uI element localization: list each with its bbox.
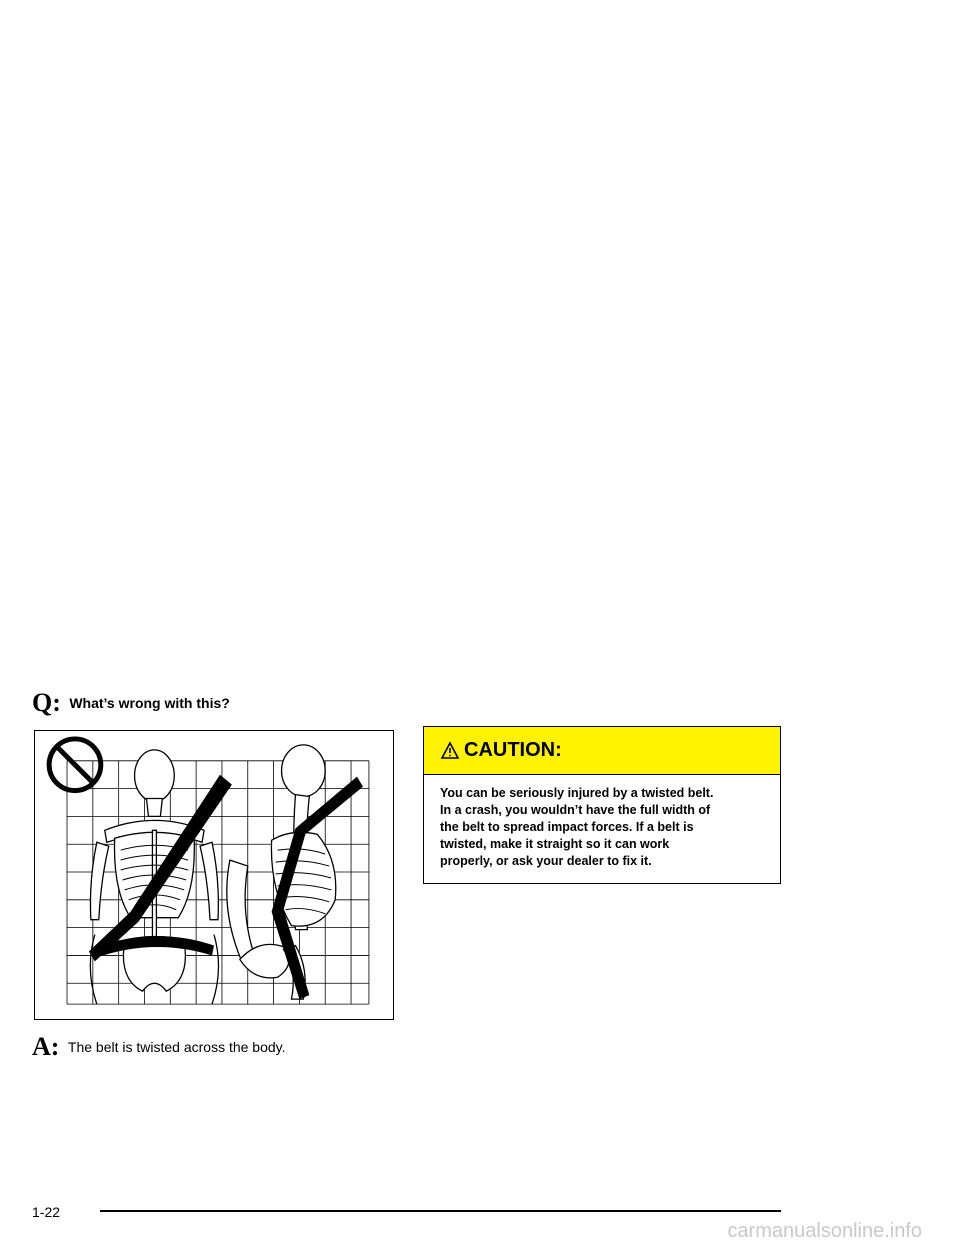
answer-line	[32, 1032, 286, 1062]
side-skeleton	[227, 745, 336, 999]
answer-label: A:	[32, 1032, 60, 1061]
question-label: Q:	[32, 688, 61, 717]
caution-body	[424, 775, 780, 870]
caution-line: In a crash, you wouldn’t have the full width of	[440, 803, 711, 817]
caution-header	[424, 727, 780, 775]
caution-line: You can be seriously injured by a twisted belt.	[440, 786, 714, 800]
caution-line: properly, or ask your dealer to fix it.	[440, 854, 652, 868]
question-text: What’s wrong with this?	[69, 695, 230, 711]
twisted-belt-illustration	[34, 730, 394, 1020]
page-number: 1-22	[32, 1204, 61, 1220]
caution-line: the belt to spread impact forces. If a belt is	[440, 820, 694, 834]
caution-title: CAUTION:	[464, 739, 562, 761]
warning-triangle-icon	[440, 741, 460, 761]
skeleton-illustration	[35, 731, 393, 1019]
answer-text: The belt is twisted across the body.	[67, 1039, 286, 1055]
footer-rule	[100, 1210, 781, 1212]
watermark: carmanualsonline.info	[727, 1220, 922, 1242]
caution-box	[423, 726, 781, 884]
question-line	[32, 688, 230, 718]
caution-line: twisted, make it straight so it can work	[440, 837, 670, 851]
